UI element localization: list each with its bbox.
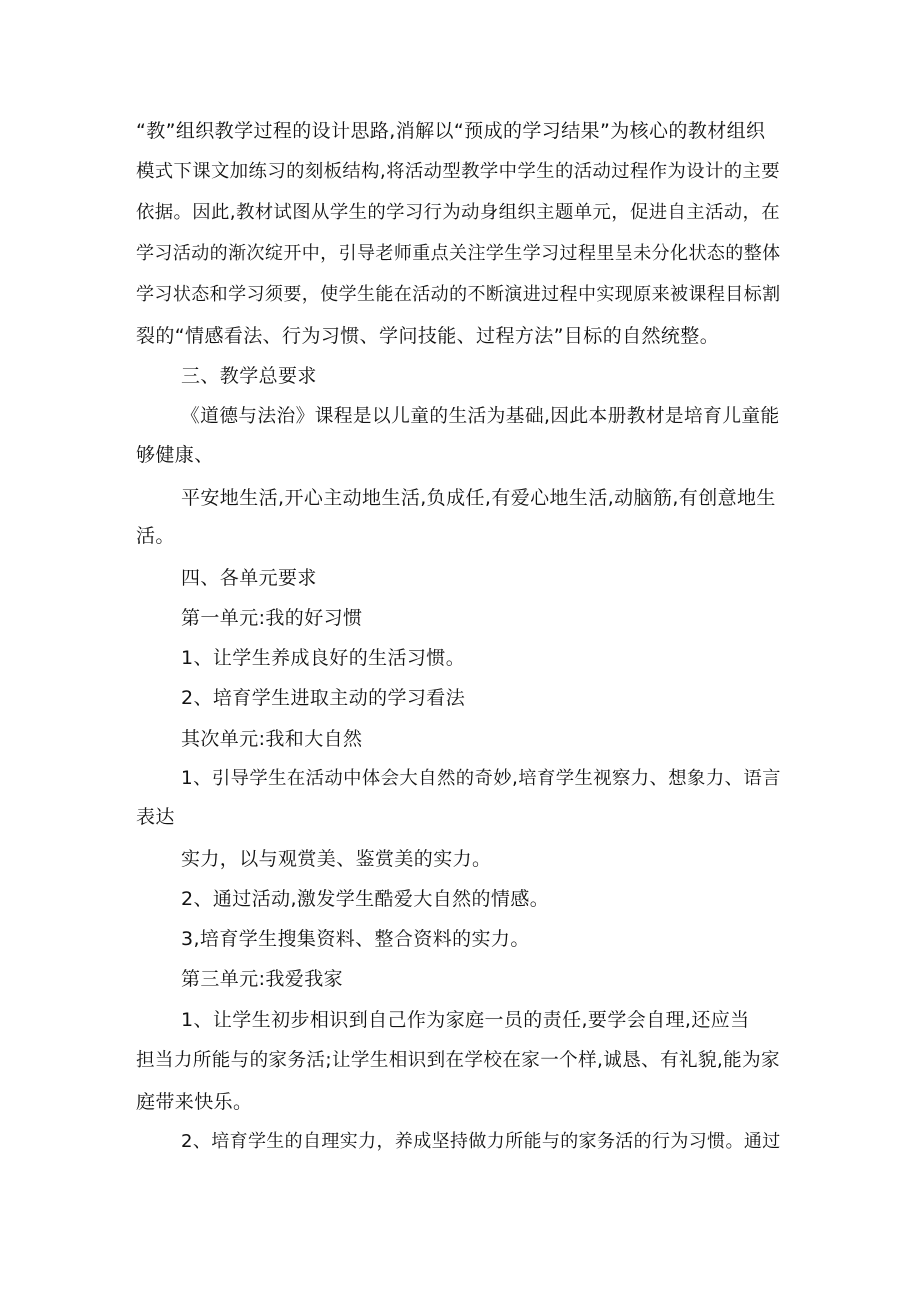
- text-line: 《道德与法治》课程是以儿童的生活为基础,因此本册教材是培育儿童能: [181, 406, 780, 427]
- text-line: 3,培育学生搜集资料、整合资料的实力。: [181, 928, 530, 950]
- text-line: 模式下课文加练习的刻板结构,将活动型教学中学生的活动过程作为设计的主要: [136, 161, 781, 182]
- text-line: 裂的“情感看法、行为习惯、学问技能、过程方法”目标的自然统整。: [136, 325, 720, 347]
- text-line: 2、通过活动,激发学生酷爱大自然的情感。: [181, 888, 550, 910]
- text-line: 依据。因此,教材试图从学生的学习行为动身组织主题单元，促进自主活动，在: [136, 202, 781, 223]
- text-line: 1、引导学生在活动中体会大自然的奇妙,培育学生视察力、想象力、语言: [181, 768, 781, 789]
- text-line: 1、让学生初步相识到自己作为家庭一员的责任,要学会自理,还应当: [181, 1009, 750, 1031]
- text-line: 2、培育学生的自理实力，养成坚持做力所能与的家务活的行为习惯。通过: [181, 1131, 781, 1152]
- text-line: 活。: [136, 525, 175, 547]
- text-line: 2、培育学生进取主动的学习看法: [181, 687, 466, 709]
- text-line: 学习状态和学习须要，使学生能在活动的不断演进过程中实现原来被课程目标割: [136, 284, 781, 305]
- text-line: 够健康、: [136, 444, 214, 466]
- text-line: 平安地生活,开心主动地生活,负成任,有爱心地生活,动脑筋,有创意地生: [181, 487, 776, 509]
- unit-heading: 第一单元:我的好习惯: [181, 607, 363, 629]
- unit-heading: 其次单元:我和大自然: [181, 728, 363, 750]
- text-line: 学习活动的渐次绽开中，引导老师重点关注学生学习过程里呈未分化状态的整体: [136, 243, 781, 264]
- text-line: 实力，以与观赏美、鉴赏美的实力。: [181, 848, 492, 870]
- text-line: “教”组织教学过程的设计思路,消解以“预成的学习结果”为核心的教材组织: [136, 120, 766, 142]
- text-line: 担当力所能与的家务活;让学生相识到在学校在家一个样,诚恳、有礼貌,能为家: [136, 1050, 780, 1071]
- text-line: 庭带来快乐。: [136, 1091, 253, 1113]
- text-line: 1、让学生养成良好的生活习惯。: [181, 647, 466, 669]
- section-heading: 三、教学总要求: [181, 365, 317, 387]
- unit-heading: 第三单元:我爱我家: [181, 968, 344, 990]
- text-line: 表达: [136, 806, 175, 828]
- section-heading: 四、各单元要求: [181, 567, 317, 589]
